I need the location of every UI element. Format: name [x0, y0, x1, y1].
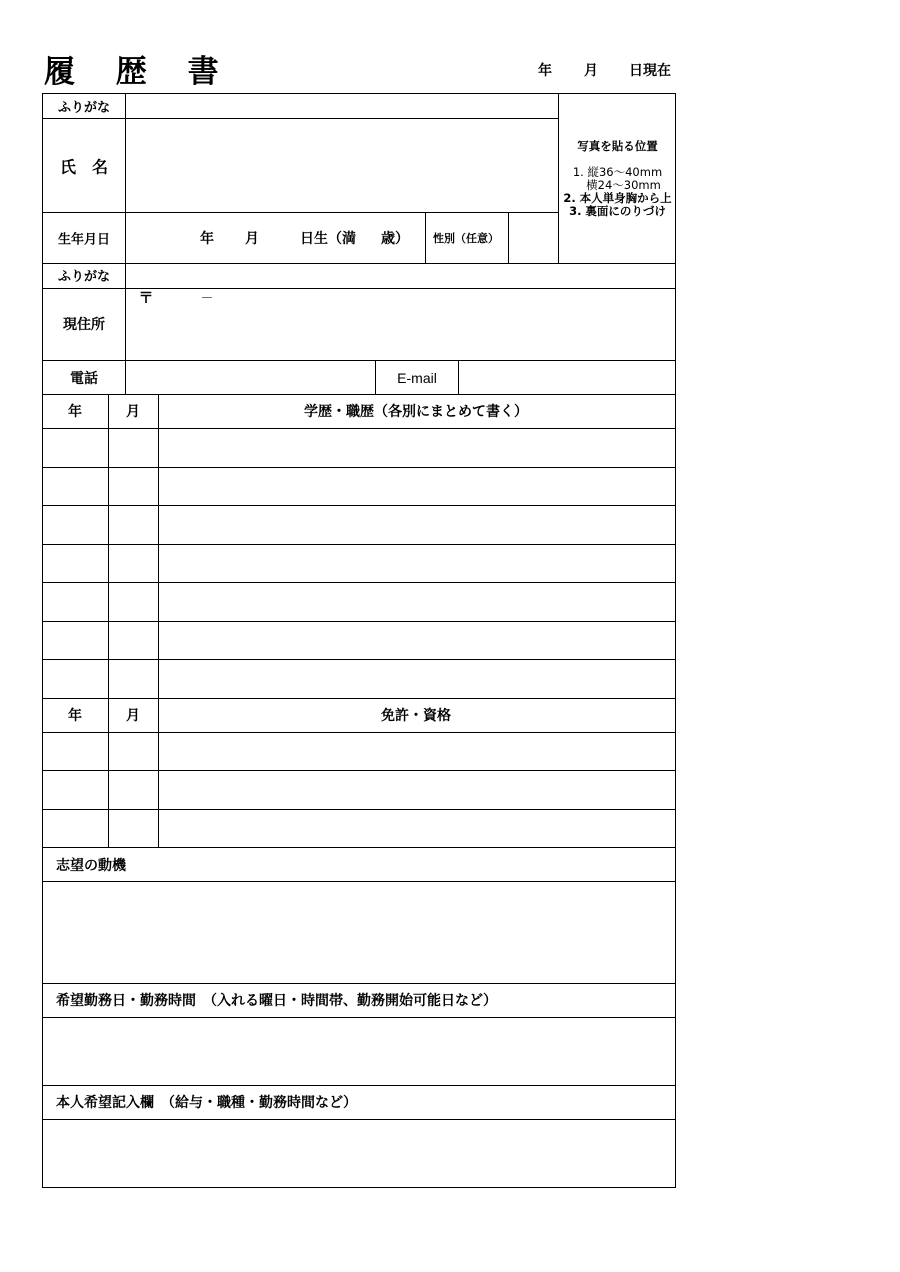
section-divider: [42, 881, 676, 882]
row-divider: [42, 212, 559, 213]
label-column-divider: [125, 94, 126, 395]
birth-month-label: 月: [245, 231, 259, 247]
photo-instruction: 2. 本人単身胸から上: [563, 191, 672, 205]
document-title: [44, 46, 219, 91]
phone-label: 電話: [70, 371, 98, 387]
table-row: [42, 698, 676, 699]
table-row: [42, 544, 676, 545]
table-row: [42, 621, 676, 622]
table-row: [42, 467, 676, 468]
photo-instruction: 3. 裏面にのりづけ: [569, 204, 666, 218]
section-divider: [42, 1017, 676, 1018]
table-row: [42, 582, 676, 583]
section-divider: [42, 1119, 676, 1120]
title-char-2: 歴: [115, 54, 147, 90]
history-month-header: 月: [126, 404, 140, 420]
table-row: [42, 732, 676, 733]
birth-date-label: 生年月日: [57, 232, 111, 248]
photo-instruction: 1. 縦36〜40mm: [572, 165, 663, 179]
phone-email-divider: [375, 360, 376, 394]
row-divider: [42, 288, 676, 289]
table-row: [42, 428, 676, 429]
date-month-label: 月: [584, 63, 598, 79]
motivation-label: 志望の動機: [56, 858, 126, 874]
row-divider: [42, 118, 559, 119]
history-title: 学歴・職歴（各別にまとめて書く）: [304, 404, 528, 420]
photo-placeholder: [559, 94, 676, 264]
requests-label: 本人希望記入欄 （給与・職種・勤務時間など）: [56, 1095, 357, 1111]
birth-day-label: 日生（満: [300, 231, 356, 247]
section-divider: [42, 983, 676, 984]
schedule-label: 希望勤務日・勤務時間 （入れる曜日・時間帯、勤務開始可能日など）: [56, 993, 497, 1009]
date-day-label: 日現在: [629, 63, 671, 79]
gender-divider: [508, 212, 509, 263]
license-year-header: 年: [68, 708, 82, 724]
table-row: [42, 847, 676, 848]
furigana-label: ふりがな: [57, 100, 111, 116]
name-label: 氏 名: [59, 157, 109, 177]
section-divider: [42, 1085, 676, 1086]
license-title: 免許・資格: [381, 708, 451, 724]
table-row: [42, 505, 676, 506]
table-row: [42, 770, 676, 771]
date-year-label: 年: [538, 63, 552, 79]
address-label: 現住所: [63, 317, 105, 333]
postal-dash: －: [200, 291, 214, 307]
title-char-1: 履: [44, 54, 75, 90]
history-year-header: 年: [68, 404, 82, 420]
email-label: E-mail: [397, 370, 437, 386]
phone-email-divider: [458, 360, 459, 394]
gender-divider: [425, 212, 426, 263]
photo-instruction: 横24〜30mm: [586, 178, 661, 192]
title-char-3: 書: [187, 54, 219, 90]
photo-title: 写真を貼る位置: [577, 139, 658, 153]
address-furigana-label: ふりがな: [57, 269, 111, 285]
row-divider: [42, 360, 676, 361]
birth-year-label: 年: [200, 231, 214, 247]
postal-mark: 〒: [138, 288, 154, 307]
gender-label: 性別（任意）: [433, 232, 499, 245]
row-divider: [42, 394, 676, 395]
table-row: [42, 809, 676, 810]
birth-age-label: 歳）: [381, 231, 409, 247]
table-row: [42, 659, 676, 660]
license-month-header: 月: [126, 708, 140, 724]
